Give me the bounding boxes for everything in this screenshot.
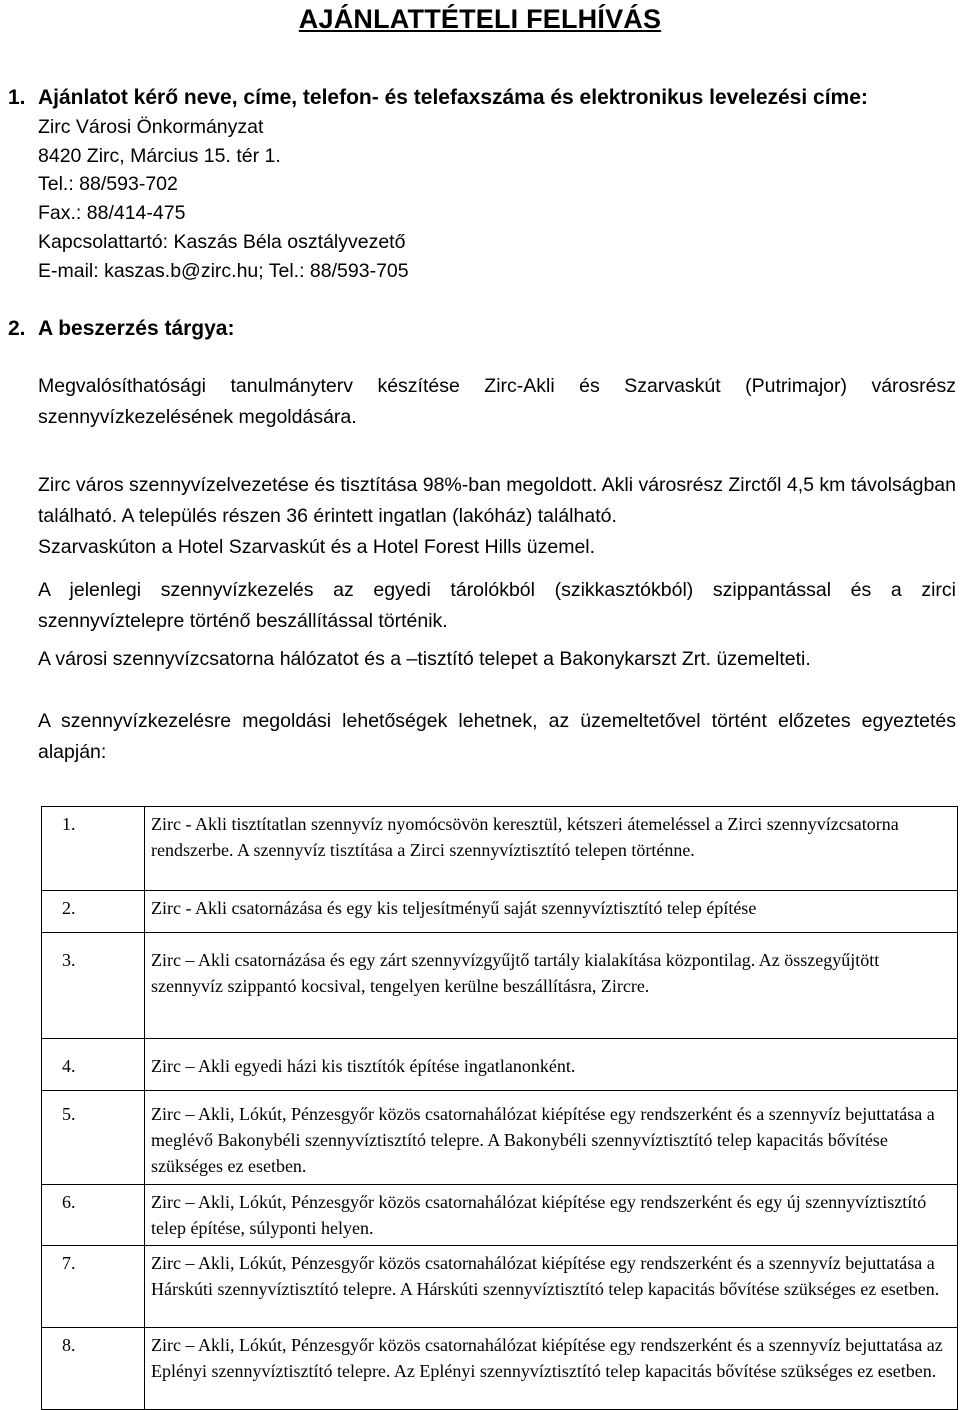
description-paragraph-4: A városi szennyvízcsatorna hálózatot és a –tisztító telepet a Bakonykarszt Zrt. üzemelteti. — [38, 648, 811, 670]
issuer-name: Zirc Városi Önkormányzat — [38, 116, 264, 138]
option-number: 5. — [42, 1091, 145, 1185]
option-text: Zirc – Akli, Lókút, Pénzesgyőr közös csatornahálózat kiépítése egy rendszerként és a szennyvíz bejuttatása az Eplényi szennyvíztisztító telepre. Az Eplényi szennyvíztisztító telep kapacitás bővítése szükséges ez esetben. — [145, 1328, 958, 1410]
issuer-contact: Kapcsolattartó: Kaszás Béla osztályvezető — [38, 231, 406, 253]
option-number: 3. — [42, 933, 145, 1039]
option-number: 7. — [42, 1246, 145, 1328]
document-title: AJÁNLATTÉTELI FELHÍVÁS — [298, 4, 662, 34]
option-row-4 — [42, 1039, 958, 1091]
issuer-address: 8420 Zirc, Március 15. tér 1. — [38, 145, 281, 167]
option-text: Zirc - Akli tisztítatlan szennyvíz nyomócsövön keresztül, kétszeri átemeléssel a Zirci szennyvízcsatorna rendszerbe. A szennyvíz tisztítása a Zirci szennyvíztisztító telepen történne. — [145, 807, 958, 891]
option-text: Zirc – Akli, Lókút, Pénzesgyőr közös csatornahálózat kiépítése egy rendszerként és a szennyvíz bejuttatása a Hárskúti szennyvíztisztító telepre. A Hárskúti szennyvíztisztító telep kapacitás bővítése szükséges ez esetben. — [145, 1246, 958, 1328]
option-row-5 — [42, 1091, 958, 1185]
description-paragraph-1: Zirc város szennyvízelvezetése és tisztítása 98%-ban megoldott. Akli városrész Zirctől 4,5 km távolságban található. A település részen 36 érintett ingatlan (lakóház) található. — [38, 474, 956, 527]
option-number: 6. — [42, 1185, 145, 1246]
option-text: Zirc – Akli csatornázása és egy zárt szennyvízgyűjtő tartály kialakítása központilag. Az összegyűjtött szennyvíz szippantó kocsival, tengelyen kerülne beszállításra, Zircre. — [145, 933, 958, 1039]
option-row-7 — [42, 1246, 958, 1328]
section-2-heading — [8, 317, 234, 341]
option-row-3 — [42, 933, 958, 1039]
procurement-subject: Megvalósíthatósági tanulmányterv készítése Zirc-Akli és Szarvaskút (Putrimajor) városrész szennyvízkezelésének megoldására. — [38, 375, 956, 428]
description-paragraph-2: Szarvaskúton a Hotel Szarvaskút és a Hotel Forest Hills üzemel. — [38, 536, 596, 558]
section-2-title: A beszerzés tárgya: — [38, 317, 235, 340]
issuer-fax: Fax.: 88/414-475 — [38, 202, 186, 224]
section-1-title: Ajánlatot kérő neve, címe, telefon- és telefaxszáma és elektronikus levelezési címe: — [38, 86, 868, 109]
option-number: 4. — [42, 1039, 145, 1091]
issuer-phone: Tel.: 88/593-702 — [38, 173, 178, 195]
issuer-email: E-mail: kaszas.b@zirc.hu; Tel.: 88/593-705 — [38, 260, 409, 282]
option-text: Zirc - Akli csatornázása és egy kis teljesítményű saját szennyvíztisztító telep építése — [145, 891, 958, 933]
options-table — [41, 806, 958, 1410]
option-row-1 — [42, 807, 958, 891]
option-row-2 — [42, 891, 958, 933]
option-number: 8. — [42, 1328, 145, 1410]
option-row-6 — [42, 1185, 958, 1246]
option-row-8 — [42, 1328, 958, 1410]
option-text: Zirc – Akli, Lókút, Pénzesgyőr közös csatornahálózat kiépítése egy rendszerként és egy új szennyvíztisztító telep építése, súlyponti helyen. — [145, 1185, 958, 1246]
section-1-number: 1. — [8, 86, 26, 109]
section-1-heading — [8, 86, 868, 110]
description-paragraph-3: A jelenlegi szennyvízkezelés az egyedi tárolókból (szikkasztókból) szippantással és a zirci szennyvíztelepre történő beszállítással történik. — [38, 579, 956, 632]
options-intro: A szennyvízkezelésre megoldási lehetőségek lehetnek, az üzemeltetővel történt előzetes egyeztetés alapján: — [38, 710, 956, 763]
section-2-number: 2. — [8, 317, 26, 340]
option-number: 2. — [42, 891, 145, 933]
option-text: Zirc – Akli egyedi házi kis tisztítók építése ingatlanonként. — [145, 1039, 958, 1091]
option-text: Zirc – Akli, Lókút, Pénzesgyőr közös csatornahálózat kiépítése egy rendszerként és a szennyvíz bejuttatása a meglévő Bakonybéli szennyvíztisztító telepre. A Bakonybéli szennyvíztisztító telep kapacitás bővítése szükséges ez esetben. — [145, 1091, 958, 1185]
option-number: 1. — [42, 807, 145, 891]
